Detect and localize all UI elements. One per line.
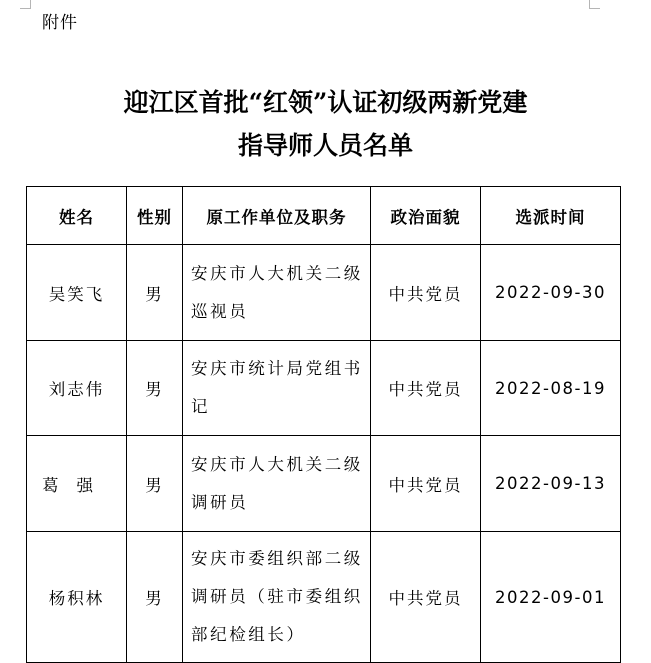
table-row	[27, 436, 621, 532]
cell-name: 葛强	[27, 436, 127, 532]
cell-unit: 安庆市人大机关二级巡视员	[183, 245, 371, 341]
cell-political-status: 中共党员	[371, 341, 481, 436]
header-gender: 性别	[127, 187, 183, 245]
cell-date: 2022-09-01	[481, 532, 621, 663]
cell-gender: 男	[127, 341, 183, 436]
header-political-status: 政治面貌	[371, 187, 481, 245]
cell-name: 吴笑飞	[27, 245, 127, 341]
cell-date: 2022-08-19	[481, 341, 621, 436]
cell-date: 2022-09-13	[481, 436, 621, 532]
cell-political-status: 中共党员	[371, 436, 481, 532]
cell-gender: 男	[127, 245, 183, 341]
table-row	[27, 245, 621, 341]
table-row	[27, 341, 621, 436]
cell-political-status: 中共党员	[371, 245, 481, 341]
page-corner-mark-left	[20, 0, 31, 9]
cell-gender: 男	[127, 532, 183, 663]
table-row	[27, 532, 621, 663]
page-corner-mark-right	[589, 0, 600, 9]
cell-gender: 男	[127, 436, 183, 532]
cell-unit: 安庆市人大机关二级调研员	[183, 436, 371, 532]
header-date: 选派时间	[481, 187, 621, 245]
header-unit: 原工作单位及职务	[183, 187, 371, 245]
document-title-line-2: 指导师人员名单	[237, 131, 413, 160]
cell-unit: 安庆市委组织部二级调研员（驻市委组织部纪检组长）	[183, 532, 371, 663]
document-title-line-1: 迎江区首批“红领”认证初级两新党建	[123, 88, 528, 117]
cell-name: 杨积林	[27, 532, 127, 663]
attachment-label: 附件	[42, 13, 78, 33]
cell-name: 刘志伟	[27, 341, 127, 436]
cell-unit: 安庆市统计局党组书记	[183, 341, 371, 436]
cell-political-status: 中共党员	[371, 532, 481, 663]
personnel-table	[26, 186, 621, 663]
cell-date: 2022-09-30	[481, 245, 621, 341]
table-header-row	[27, 187, 621, 245]
header-name: 姓名	[27, 187, 127, 245]
